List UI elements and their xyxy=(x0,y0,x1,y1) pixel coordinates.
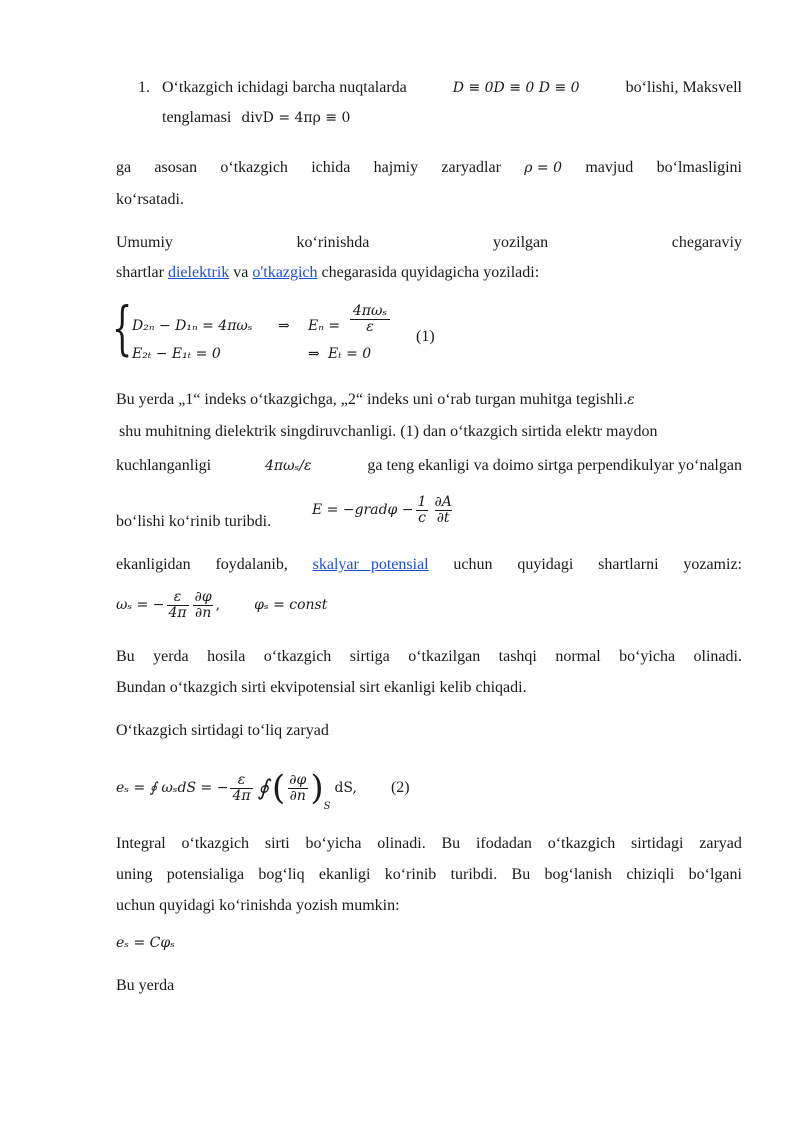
eq1-fraction xyxy=(350,304,390,335)
equation-2 xyxy=(116,760,410,816)
word: yozilgan xyxy=(493,234,549,251)
word: chiziqli xyxy=(626,866,675,883)
word: quyidagi xyxy=(517,556,574,573)
denominator: c xyxy=(418,509,426,526)
word: Umumiy xyxy=(116,234,173,251)
word: o‘tkazgich xyxy=(220,159,288,176)
word: Bu xyxy=(116,648,135,665)
word: sirtiga xyxy=(349,648,390,665)
list-item-text: bo‘lishi, Maksvell xyxy=(625,79,742,96)
eq-lhs: ωₛ = − xyxy=(116,597,165,613)
word: ichida xyxy=(311,159,351,176)
word: ko‘rinib xyxy=(384,866,437,883)
numerator: 1 xyxy=(417,493,427,510)
word: yozamiz: xyxy=(683,556,742,573)
text: Bu yerda „1“ indeks o‘tkazgichga, „2“ indeks uni o‘rab turgan muhitga tegishli. xyxy=(116,391,628,408)
list-item-text: O‘tkazgich ichidagi barcha nuqtalarda xyxy=(162,79,407,96)
word: ga xyxy=(116,159,132,176)
paragraph-line xyxy=(116,647,742,667)
eq1-row2-left: E₂ₜ − E₁ₜ = 0 xyxy=(132,346,221,362)
fraction-1-c xyxy=(416,495,429,526)
paragraph-line: Bundan o‘tkazgich sirti ekvipotensial sirt ekanligi kelib chiqadi. xyxy=(116,679,527,696)
word: potensialiga xyxy=(166,866,245,883)
word: uchun xyxy=(453,556,493,573)
text: ga teng ekanligi va doimo sirtga perpendikulyar yo‘nalgan xyxy=(367,457,742,474)
word: chegaraviy xyxy=(671,234,742,251)
numerator: ∂φ xyxy=(289,771,307,788)
fraction-eps-4pi xyxy=(167,590,189,621)
math-d-equals-zero: D ≡ 0D ≡ 0 D ≡ 0 xyxy=(452,80,580,96)
numerator: ε xyxy=(237,771,246,788)
math-div-d: divD = 4πρ ≡ 0 xyxy=(241,110,351,126)
word: bo‘yicha xyxy=(619,648,676,665)
paren-close: ) xyxy=(310,768,324,808)
word: o‘tkazgich xyxy=(263,648,332,665)
word: normal xyxy=(555,648,601,665)
equation-es-c-phi: eₛ = Cφₛ xyxy=(116,935,175,951)
list-item-line-2 xyxy=(162,108,350,128)
word: hosila xyxy=(207,648,246,665)
numerator: ε xyxy=(173,588,182,605)
paragraph-line xyxy=(116,865,742,885)
word: mavjud xyxy=(585,159,634,176)
word: bog‘liq xyxy=(258,866,305,883)
fraction-eps-4pi xyxy=(230,773,252,804)
denominator: 4π xyxy=(232,787,251,804)
word: bog‘lanish xyxy=(544,866,613,883)
eq1-row2-rhs: Eₜ = 0 xyxy=(328,346,372,362)
paren-open: ( xyxy=(272,768,286,808)
word: ko‘rinishda xyxy=(296,234,370,251)
math-rho-zero: ρ = 0 xyxy=(524,160,562,176)
word: turibdi. xyxy=(450,866,498,883)
comma: , xyxy=(215,597,221,613)
list-item-line-1 xyxy=(162,78,742,98)
equation-1 xyxy=(112,294,452,370)
paragraph-line: Bu yerda xyxy=(116,977,175,994)
word: o‘tkazgich xyxy=(181,835,250,852)
math-field-value: 4πωₛ/ε xyxy=(265,458,312,474)
word: Bu xyxy=(441,835,461,852)
eq1-row2-arrow: ⇒ xyxy=(308,346,320,362)
denominator: ε xyxy=(350,319,390,335)
text: shartlar xyxy=(116,264,164,281)
paragraph-line: uchun quyidagi ko‘rinishda yozish mumkin: xyxy=(116,897,400,914)
eq1-row1-left: D₂ₙ − D₁ₙ = 4πωₛ xyxy=(132,318,253,334)
word: olinadi. xyxy=(377,835,426,852)
link-dielektrik[interactable]: dielektrik xyxy=(167,264,230,281)
denominator: 4π xyxy=(168,604,187,621)
word: Bu xyxy=(511,866,531,883)
word: zaryadlar xyxy=(441,159,501,176)
word: shartlarni xyxy=(598,556,659,573)
paragraph-line: bo‘lishi ko‘rinib turibdi. xyxy=(116,513,272,530)
word: Integral xyxy=(116,835,166,852)
fraction-dphi-dn xyxy=(193,590,214,621)
word: tashqi xyxy=(498,648,537,665)
eq2-tail: dS, xyxy=(334,780,357,796)
list-item-text: tenglamasi xyxy=(162,109,232,126)
numerator: 4πωₛ xyxy=(352,303,388,319)
denominator: ∂n xyxy=(195,604,212,621)
word: zaryad xyxy=(699,835,742,852)
eq2-label: (2) xyxy=(390,779,410,796)
eq1-row1-lhs: Eₙ = xyxy=(308,318,341,334)
fraction-dphi-dn xyxy=(287,773,308,804)
math-epsilon: ε xyxy=(627,392,635,408)
paragraph-line xyxy=(116,456,742,476)
numerator: ∂φ xyxy=(194,588,212,605)
numerator: ∂A xyxy=(434,493,452,510)
paragraph-line xyxy=(116,834,742,854)
paragraph-line xyxy=(116,390,742,410)
word: ifodadan xyxy=(475,835,532,852)
eq-lhs: E = −gradφ − xyxy=(312,502,414,518)
list-item-number: 1. xyxy=(138,79,150,96)
word: ekanligi xyxy=(318,866,371,883)
word: olinadi. xyxy=(693,648,742,665)
equation-e-grad xyxy=(312,488,456,532)
paragraph-line xyxy=(116,555,742,575)
word: yerda xyxy=(153,648,189,665)
word: sirti xyxy=(264,835,290,852)
link-otkazgich[interactable]: o'tkazgich xyxy=(252,264,318,281)
denominator: ∂n xyxy=(289,787,306,804)
paragraph-line xyxy=(116,158,742,178)
word: hajmiy xyxy=(373,159,419,176)
word: o‘tkazgich xyxy=(547,835,616,852)
fraction-dA-dt xyxy=(432,495,453,526)
word: bo‘lgani xyxy=(688,866,742,883)
eq2-lhs: eₛ = ∮ ωₛdS = − xyxy=(116,780,229,796)
word: bo‘yicha xyxy=(305,835,362,852)
text: va xyxy=(233,264,249,281)
word: sirtidagi xyxy=(631,835,684,852)
link-skalyar-potensial[interactable]: skalyar potensial xyxy=(312,556,429,573)
subscript-s: S xyxy=(323,801,331,812)
eq1-label: (1) xyxy=(416,328,435,345)
text: kuchlanganligi xyxy=(116,457,212,474)
paragraph-line xyxy=(116,263,539,283)
text: chegarasida quyidagicha yoziladi: xyxy=(321,264,540,281)
eq-rhs: φₛ = const xyxy=(254,597,328,613)
word: bo‘lmasligini xyxy=(656,159,742,176)
word: foydalanib, xyxy=(215,556,288,573)
paragraph-line: O‘tkazgich sirtidagi to‘liq zaryad xyxy=(116,722,329,739)
eq1-row1-arrow: ⇒ xyxy=(278,318,290,334)
word: o‘tkazilgan xyxy=(408,648,481,665)
equation-omega-s xyxy=(116,583,327,627)
paragraph-line: shu muhitning dielektrik singdiruvchanligi. (1) dan o‘tkazgich sirtida elektr maydon xyxy=(119,423,658,440)
contour-integral: ∮ xyxy=(257,775,270,801)
word: ekanligidan xyxy=(116,556,191,573)
curly-brace: { xyxy=(112,294,133,362)
denominator: ∂t xyxy=(436,509,450,526)
word: asosan xyxy=(154,159,198,176)
paragraph-line: ko‘rsatadi. xyxy=(116,191,184,208)
word: uning xyxy=(116,866,153,883)
paragraph-line xyxy=(116,233,742,253)
